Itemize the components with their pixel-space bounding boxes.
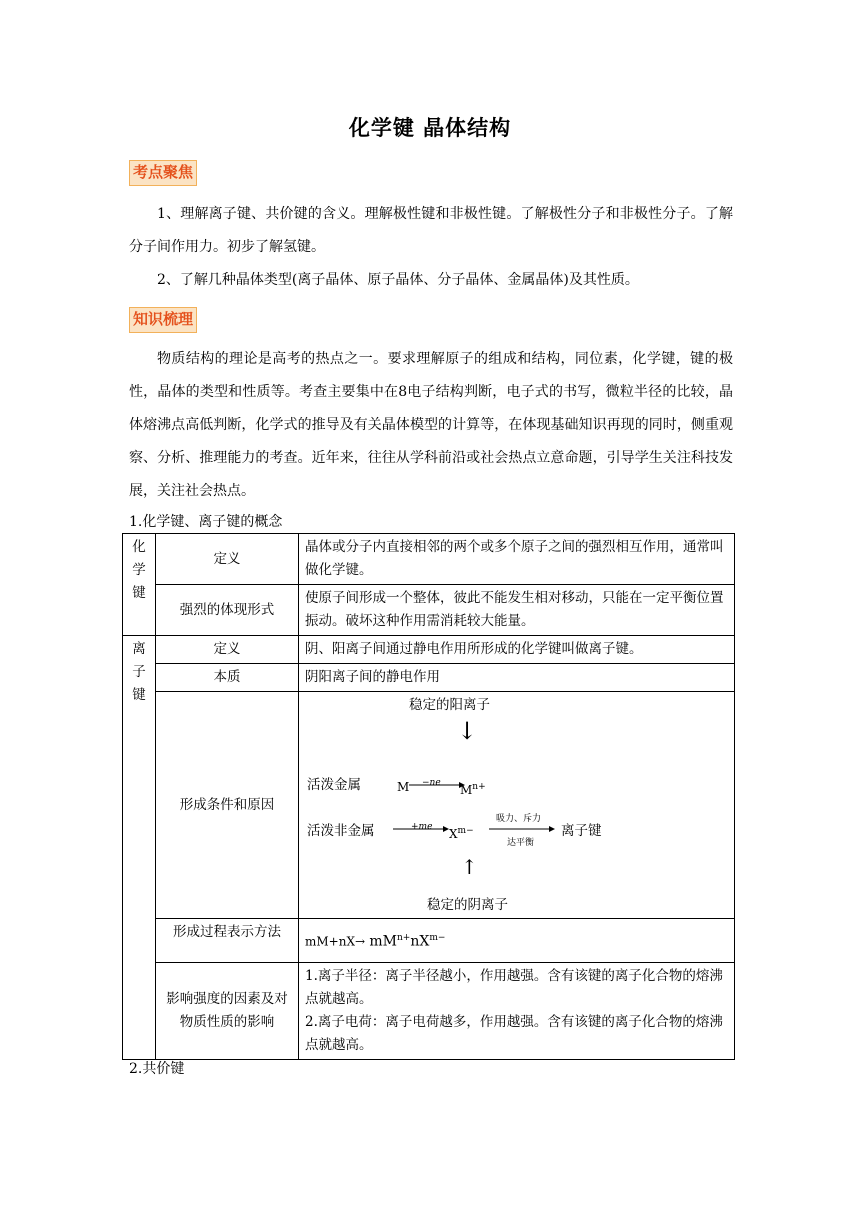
- knowledge-section-tag: 知识梳理: [129, 307, 197, 333]
- ion-formation-diagram: [299, 692, 734, 918]
- group-chemical-bond: 化 学 键: [123, 534, 156, 636]
- formation-diagram-cell: [299, 692, 735, 919]
- table-row: [123, 636, 735, 664]
- table-row: [123, 585, 735, 636]
- strong-form-label: 强烈的体现形式: [156, 585, 299, 636]
- influence-item-2: 2.离子电荷：离子电荷越多，作用越强。含有该键的离子化合物的熔沸点就越高。: [305, 1014, 723, 1053]
- table-row: [123, 664, 735, 692]
- focus-item-1: 1、理解离子键、共价键的含义。理解极性键和非极性键。了解极性分子和非极性分子。了解分子间作用力。初步了解氢键。: [129, 206, 733, 255]
- table-row: [123, 963, 735, 1060]
- heading-covalent-bond: 2.共价键: [129, 1061, 185, 1077]
- heading-chemical-bond: 1.化学键、离子键的概念: [129, 514, 283, 530]
- intro-paragraph: 物质结构的理论是高考的热点之一。要求理解原子的组成和结构，同位素，化学键，键的极性，晶体的类型和性质等。考查主要集中在8电子结构判断，电子式的书写，微粒半径的比较，晶体熔沸点高低判断，化学式的推导及有关晶体模型的计算等，在体现基础知识再现的同时，侧重观察、分析、推理能力的考查。近年来，往往从学科前沿或社会热点立意命题，引导学生关注科技发展，关注社会热点。: [129, 351, 733, 499]
- active-nonmetal-label: 活泼非金属: [307, 823, 375, 839]
- essence-text: 阴阳离子间的静电作用: [299, 664, 735, 692]
- ionic-bond-result: 离子键: [561, 823, 602, 839]
- stable-cation-label: 稳定的阳离子: [409, 697, 490, 713]
- strong-form-text: 使原子间形成一个整体，彼此不能发生相对移动，只能在一定平衡位置 振动。破坏这种作用需消耗较大能量。: [299, 585, 735, 636]
- table-row: [123, 692, 735, 919]
- balance-label: 达平衡: [507, 838, 535, 848]
- nonmetal-arrow-icon: [393, 824, 449, 834]
- down-arrow-icon: ↓: [457, 717, 478, 745]
- ion-definition-text: 阴、阳离子间通过静电作用所形成的化学键叫做离子键。: [299, 636, 735, 664]
- nonmetal-arrow-label: +me: [411, 822, 433, 832]
- process-method-label: 形成过程表示方法: [156, 919, 299, 963]
- chemical-bond-table: [122, 533, 735, 1060]
- focus-section-tag: 考点聚焦: [129, 160, 197, 186]
- ion-definition-label: 定义: [156, 636, 299, 664]
- stable-anion-label: 稳定的阴离子: [427, 897, 508, 913]
- up-arrow-icon: ↑: [461, 855, 478, 879]
- attract-repel-label: 吸力、斥力: [496, 814, 542, 824]
- table-row: [123, 534, 735, 585]
- metal-arrow-label: −ne: [422, 778, 441, 788]
- table-row: [123, 919, 735, 963]
- formation-condition-label: 形成条件和原因: [156, 692, 299, 919]
- metal-arrow-icon: [409, 780, 465, 790]
- influence-item-1: 1.离子半径：离子半径越小，作用越强。含有该键的离子化合物的熔沸点就越高。: [305, 968, 723, 1007]
- nonmetal-ion: $X^{m-}$: [449, 826, 474, 841]
- focus-item-2: 2、了解几种晶体类型(离子晶体、原子晶体、分子晶体、金属晶体)及其性质。: [157, 272, 639, 288]
- essence-label: 本质: [156, 664, 299, 692]
- metal-ion: $M^{n+}$: [460, 782, 486, 797]
- active-metal-label: 活泼金属: [307, 777, 361, 793]
- influence-label: 影响强度的因素及对物质性质的影响: [156, 963, 299, 1060]
- definition-label: 定义: [156, 534, 299, 585]
- metal-symbol: M: [397, 780, 410, 794]
- influence-text: [299, 963, 735, 1060]
- page-title: 化学键 晶体结构: [348, 115, 512, 140]
- formation-formula: $mM+nX\to mM^{n+}nX^{m-}$: [299, 919, 735, 963]
- group-ionic-bond: 离 子 键: [123, 636, 156, 1060]
- definition-text: 晶体或分子内直接相邻的两个或多个原子之间的强烈相互作用，通常叫做化学键。: [299, 534, 735, 585]
